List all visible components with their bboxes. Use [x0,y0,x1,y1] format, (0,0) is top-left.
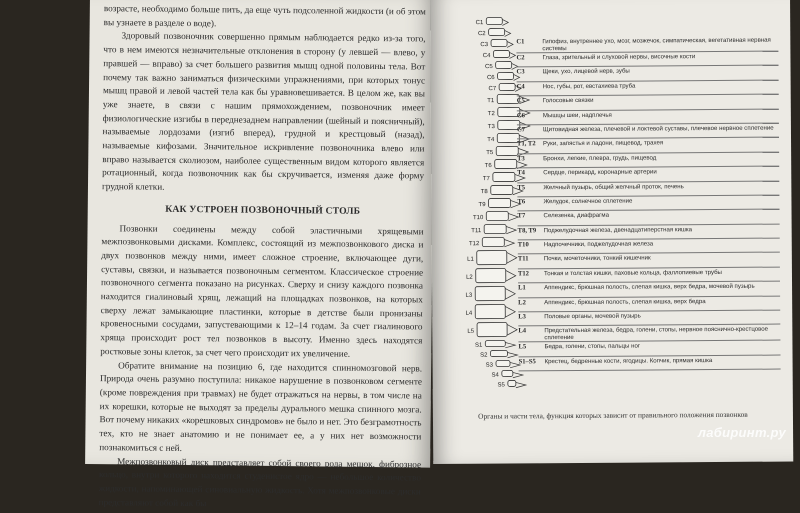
vertebra-key: C2 [516,54,525,62]
vertebra-label: T7 [482,176,490,183]
vertebra-S3 [496,360,510,366]
paragraph-1: возрасте, необходимо больше пить, да еще чуть подсоленной жидкости (и об этом вы узнаете в разделе о воде). [103,3,426,29]
organ-description: Крестец, бедренные кости, ягодицы. Копчик, прямая кишка [544,356,713,366]
vertebra-key: C1 [516,38,525,46]
vertebra-label: S5 [497,382,505,389]
vertebra-label: S3 [485,362,494,369]
vertebra-label: L2 [466,274,473,281]
vertebra-C3 [491,39,507,46]
spinous-process [507,352,517,357]
vertebra-label: T9 [478,202,486,209]
vertebra-T10 [486,211,508,220]
vertebra-label: C6 [486,75,495,82]
table-row [518,325,780,343]
organ-description: Щеки, ухо, лицевой нерв, зубы [542,67,630,76]
vertebra-label: L1 [467,256,474,263]
vertebra-T6 [495,159,517,168]
organ-description: Глаза, зрительный и слуховой нервы, височные кости [542,53,696,62]
organ-description: Бронхи, легкие, плевра, грудь, пищевод [543,154,657,162]
left-page [85,0,435,508]
vertebra-C1 [486,17,502,24]
spinous-process [502,19,508,25]
vertebra-T12 [482,237,504,246]
vertebra-label: T4 [487,137,495,144]
vertebra-label: L4 [465,310,473,317]
vertebra-C6 [498,72,514,79]
vertebra-label: T12 [468,241,480,248]
spinous-process [505,288,515,299]
spinous-process [505,342,515,347]
vertebra-T11 [484,224,506,233]
vertebra-label: C5 [484,64,493,71]
vertebra-label: S2 [480,352,488,359]
vertebra-key: T1, T2 [517,140,536,148]
spinous-process [506,226,516,233]
vertebra-label: C1 [475,20,484,27]
paragraph-5: Межпозвонковый диск представляет собой своего рода мешок, фиброзное кольцо, внутри которого находится студенистое ядро — небольшое количество жидкости, напоминающей синовиальную жидкость. Хотя межпозвонковые диски представляют собой как бы [98,455,422,508]
vertebra-label: T8 [480,189,488,196]
vertebra-key: T5 [517,183,526,191]
vertebra-label: T1 [487,98,495,105]
spinous-process [516,382,526,387]
organ-description: Мышцы шеи, надплечья [542,111,612,119]
figure-caption: Органы и части тела, функция которых зависит от правильного положения позвонков [478,409,748,421]
vertebra-key: T4 [517,169,525,177]
organ-description: Желудок, солнечное сплетение [543,197,633,206]
organ-description: Руки, запястья и ладони, пищевод, трахея [543,139,664,148]
spinous-process [504,239,514,246]
vertebra-key: L3 [518,313,526,321]
vertebra-C2 [489,28,505,35]
vertebra-key: L1 [518,284,526,292]
vertebra-label: L5 [467,328,475,335]
vertebra-T9 [489,198,511,207]
vertebra-L2 [476,268,506,282]
spinous-process [507,41,513,47]
table-row [516,36,778,54]
vertebra-label: T6 [484,163,492,170]
vertebra-key: T7 [517,212,526,220]
section-heading: КАК УСТРОЕН ПОЗВОНОЧНЫЙ СТОЛБ [165,203,361,217]
vertebra-key: S1–S5 [518,358,536,366]
vertebra-L4 [475,304,505,318]
vertebra-key: T10 [517,241,529,249]
organ-description: Поджелудочная железа, двенадцатиперстная кишка [543,225,693,234]
spinous-process [506,270,516,281]
organ-description: Щитовидная железа, плечевой и локтевой суставы, плечевое нервное сплетение [542,124,774,134]
vertebra-label: L3 [465,292,473,299]
organ-description: Бедра, голени, стопы, пальцы ног [544,342,641,351]
vertebra-key: C4 [516,83,525,91]
organ-description: Нос, губы, рот, евстахиева труба [542,82,636,90]
organ-description: Желчный пузырь, общий желчный проток, печень [543,182,684,191]
vertebra-C5 [496,61,512,68]
vertebra-label: S4 [491,372,499,379]
vertebra-key: T3 [517,155,525,163]
vertebra-label: T3 [487,124,495,131]
organ-description: Голосовые связки [542,97,594,105]
vertebra-S5 [508,380,516,386]
vertebra-key: L4 [518,327,527,335]
spinous-process [507,252,517,263]
organ-description: Аппендикс, брюшная полость, слепая кишка, верх бедра [544,297,706,306]
paragraph-3: Позвонки соединены между собой эластичными хрящевыми межпозвонковыми дисками. Комплекс, состоящий из межпозвонкового диска и двух позвонков между ними, имеет сложное строение, включающее дуги, суставы, связки, и называется позвоночным сегментом. Классическое строение позвоночного сегмента показано на рисунках. Сверху и снизу каждого позвонка находится гиалиновый хрящ, лежащий на площадках позвонков, на которых сверху лежат замыкающие пластинки, которые в детстве были пронизаны кровеносными сосудами, запустевающими к 12–14 годам. За счет гиалинового хряща происходит рост тел позвонков в высоту. Именно здесь находятся ростковые зоны клеток, за счет чего происходит их увеличение. [100,222,424,359]
vertebra-L1 [477,250,507,264]
vertebra-key: T12 [517,270,529,278]
spinous-process [507,324,517,335]
organ-description: Половые органы, мочевой пузырь [544,312,641,321]
vertebra-S1 [485,340,505,346]
vertebra-L3 [475,286,505,300]
spinous-process [505,30,511,36]
organ-description: Надпочечники, поджелудочная железа [543,240,654,249]
vertebra-organ-table [516,36,780,372]
vertebra-key: T11 [517,255,529,263]
organ-description: Селезенка, диафрагма [543,212,609,220]
vertebra-label: C2 [477,31,486,38]
vertebra-label: T11 [471,228,482,235]
vertebra-key: T8, T9 [517,226,537,235]
watermark: лабиринт.ру [697,425,786,440]
paragraph-4: Обратите внимание на позицию 6, где находится спинномозговой нерв. Природа очень разумно поступила: никакое нарушение в позвонковом сегменте (кроме повреждения при травмах) не будет отражаться на нервы, в том числе на их корешки, которые не выходят за пределы дурального мешка спинного мозга. Вот почему никаких «корешковых синдромов» не было и нет. Это безграмотность тех, кто не знает анатомию и не понимает ее, а у них нет возможности познакомиться с ней. [99,359,423,453]
spinous-process [505,306,515,317]
vertebra-key: L2 [518,298,526,307]
right-page [430,0,793,464]
table-row [519,355,781,371]
vertebra-S2 [490,350,507,356]
vertebra-label: C3 [480,42,489,49]
vertebra-label: C7 [488,86,497,93]
vertebra-key: C3 [516,68,525,76]
vertebra-C4 [493,50,509,57]
vertebra-label: T2 [487,111,495,118]
vertebra-T7 [493,172,515,181]
organ-description: Тонкая и толстая кишки, паховые кольца, фаллопиевые трубы [543,268,722,278]
paragraph-2: Здоровый позвоночник совершенно прямым наблюдается редко из-за того, что в нем имеются незначительные отклонения в сторону (у левшей — влево, у правшей — вправо) за счет большего развития мышц одной половины тела. Вот почему так важно заниматься физическими упражнениями, при которых тонус мышц правой и левой частей тела как бы уравновешивается. В целом же, как вы уже знаете, в связи с нашим прямохождением, позвоночник имеет физиологические изгибы в переднезаднем направлении (шейный и поясничный), называемые лордозами (изгиб вперед), грудной и крестцовый (назад), называемые кифозами. Значительное искривление позвоночника влево или вправо называется сколиозом, наиболее существенным видом которого является ротационный, когда позвоночник как бы скручивается, изменяя даже форму грудной клетки. [101,30,426,192]
left-page-text [99,2,426,513]
vertebra-S4 [502,370,513,376]
vertebra-label: T5 [486,150,494,157]
vertebra-T5 [496,146,518,155]
organ-description: Гипофиз, внутреннее ухо, мозг, мозжечок, симпатическая, вегетативная нервная системы [542,36,771,53]
spinous-process [513,372,523,377]
vertebra-T8 [491,185,513,194]
spinous-process [509,52,515,58]
vertebra-key: C7 [516,126,526,134]
organ-description: Сердце, перикард, коронарные артерии [543,168,657,177]
vertebra-C7 [499,83,515,90]
vertebra-key: L5 [518,343,527,351]
organ-description: Почки, мочеточники, тонкий кишечник [543,254,651,263]
vertebra-key: C6 [516,111,525,119]
vertebra-key: T6 [517,198,526,206]
vertebra-label: C4 [482,53,491,60]
vertebra-label: S1 [474,342,483,349]
vertebra-label: T10 [472,215,484,222]
vertebra-T4 [497,133,519,142]
organ-description: Аппендикс, брюшная полость, слепая кишка, верх бедра, мочевой пузырь [544,282,755,292]
vertebra-key: C5 [516,97,525,105]
organ-description: Предстательная железа, бедра, голени, стопы, нервное пояснично-крестцовое сплетение [544,326,769,342]
vertebra-L5 [477,322,507,336]
